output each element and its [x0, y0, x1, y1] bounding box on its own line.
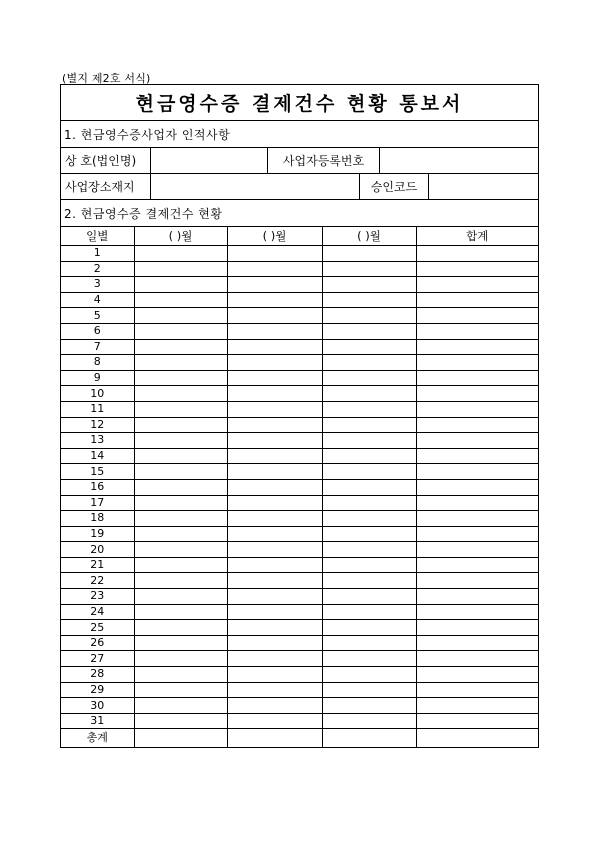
total-cell[interactable] — [416, 417, 538, 433]
month-3-cell[interactable] — [322, 323, 416, 339]
total-cell[interactable] — [416, 713, 538, 729]
month-3-cell[interactable] — [322, 635, 416, 651]
day-label: 26 — [61, 635, 134, 651]
total-cell[interactable] — [416, 370, 538, 386]
month-2-cell[interactable] — [227, 698, 322, 714]
month-1-cell[interactable] — [134, 370, 227, 386]
month-3-cell[interactable] — [322, 557, 416, 573]
month-2-cell[interactable] — [227, 667, 322, 683]
column-header-month-1: ( )월 — [134, 227, 227, 246]
total-cell[interactable] — [416, 620, 538, 636]
table-row — [61, 355, 538, 371]
month-2-cell[interactable] — [227, 479, 322, 495]
month-2-cell[interactable] — [227, 386, 322, 402]
month-3-cell[interactable] — [322, 339, 416, 355]
day-label: 9 — [61, 370, 134, 386]
day-label: 16 — [61, 479, 134, 495]
day-label: 1 — [61, 246, 134, 262]
day-label: 25 — [61, 620, 134, 636]
month-1-cell[interactable] — [134, 698, 227, 714]
month-1-cell[interactable] — [134, 417, 227, 433]
month-1-cell[interactable] — [134, 620, 227, 636]
month-1-cell[interactable] — [134, 511, 227, 527]
month-1-cell[interactable] — [134, 433, 227, 449]
month-1-cell[interactable] — [134, 589, 227, 605]
day-label: 20 — [61, 542, 134, 558]
total-cell[interactable] — [416, 573, 538, 589]
month-2-cell[interactable] — [227, 277, 322, 293]
month-3-cell[interactable] — [322, 417, 416, 433]
total-row — [61, 729, 538, 748]
month-3-cell[interactable] — [322, 495, 416, 511]
month-1-cell[interactable] — [134, 386, 227, 402]
month-1-cell[interactable] — [134, 277, 227, 293]
table-row — [61, 339, 538, 355]
total-cell[interactable] — [416, 464, 538, 480]
month-1-cell[interactable] — [134, 526, 227, 542]
total-cell[interactable] — [416, 355, 538, 371]
count-table — [61, 227, 538, 747]
day-label: 31 — [61, 713, 134, 729]
day-label: 11 — [61, 401, 134, 417]
total-cell[interactable] — [416, 495, 538, 511]
month-1-cell[interactable] — [134, 557, 227, 573]
month-3-cell[interactable] — [322, 479, 416, 495]
month-2-cell[interactable] — [227, 292, 322, 308]
business-name-field[interactable] — [151, 148, 268, 173]
month-1-cell[interactable] — [134, 323, 227, 339]
month-3-cell[interactable] — [322, 261, 416, 277]
approval-code-field[interactable] — [429, 174, 538, 199]
table-row — [61, 526, 538, 542]
address-row — [61, 174, 538, 200]
month-1-cell[interactable] — [134, 308, 227, 324]
month-3-cell[interactable] — [322, 667, 416, 683]
day-label: 5 — [61, 308, 134, 324]
month-2-cell[interactable] — [227, 495, 322, 511]
total-cell[interactable] — [416, 557, 538, 573]
day-label: 30 — [61, 698, 134, 714]
day-label: 17 — [61, 495, 134, 511]
day-label: 28 — [61, 667, 134, 683]
table-row — [61, 635, 538, 651]
table-row — [61, 495, 538, 511]
total-cell[interactable] — [416, 542, 538, 558]
day-label: 22 — [61, 573, 134, 589]
day-label: 12 — [61, 417, 134, 433]
month-1-cell[interactable] — [134, 448, 227, 464]
month-2-cell[interactable] — [227, 417, 322, 433]
month-3-cell[interactable] — [322, 433, 416, 449]
month-2-cell[interactable] — [227, 589, 322, 605]
month-1-cell[interactable] — [134, 667, 227, 683]
month-1-cell[interactable] — [134, 729, 227, 748]
table-row — [61, 698, 538, 714]
column-header-total: 합계 — [416, 227, 538, 246]
table-row — [61, 604, 538, 620]
month-1-cell[interactable] — [134, 401, 227, 417]
table-row — [61, 386, 538, 402]
month-1-cell[interactable] — [134, 479, 227, 495]
table-row — [61, 323, 538, 339]
total-cell[interactable] — [416, 277, 538, 293]
month-2-cell[interactable] — [227, 604, 322, 620]
month-3-cell[interactable] — [322, 604, 416, 620]
month-3-cell[interactable] — [322, 573, 416, 589]
day-label: 6 — [61, 323, 134, 339]
month-3-cell[interactable] — [322, 651, 416, 667]
total-cell[interactable] — [416, 698, 538, 714]
month-3-cell[interactable] — [322, 589, 416, 605]
section1-heading: 1. 현금영수증사업자 인적사항 — [64, 127, 231, 142]
month-2-cell[interactable] — [227, 635, 322, 651]
total-cell[interactable] — [416, 667, 538, 683]
column-header-month-3: ( )월 — [322, 227, 416, 246]
month-2-cell[interactable] — [227, 401, 322, 417]
month-2-cell[interactable] — [227, 261, 322, 277]
total-cell[interactable] — [416, 604, 538, 620]
day-label: 10 — [61, 386, 134, 402]
month-3-cell[interactable] — [322, 370, 416, 386]
month-2-cell[interactable] — [227, 355, 322, 371]
month-3-cell[interactable] — [322, 355, 416, 371]
month-1-cell[interactable] — [134, 355, 227, 371]
month-3-cell[interactable] — [322, 682, 416, 698]
month-2-cell[interactable] — [227, 682, 322, 698]
day-label: 21 — [61, 557, 134, 573]
total-cell[interactable] — [416, 323, 538, 339]
month-2-cell[interactable] — [227, 620, 322, 636]
month-1-cell[interactable] — [134, 573, 227, 589]
table-row — [61, 464, 538, 480]
month-2-cell[interactable] — [227, 542, 322, 558]
day-label: 8 — [61, 355, 134, 371]
table-row — [61, 433, 538, 449]
month-1-cell[interactable] — [134, 464, 227, 480]
address-field[interactable] — [151, 174, 360, 199]
month-2-cell[interactable] — [227, 511, 322, 527]
table-row — [61, 261, 538, 277]
column-header-day: 일별 — [61, 227, 134, 246]
day-label: 3 — [61, 277, 134, 293]
total-cell[interactable] — [416, 339, 538, 355]
table-row — [61, 573, 538, 589]
total-label: 총계 — [61, 729, 134, 748]
month-2-cell[interactable] — [227, 339, 322, 355]
month-3-cell[interactable] — [322, 292, 416, 308]
column-header-month-2: ( )월 — [227, 227, 322, 246]
form-title: 현금영수증 결제건수 현황 통보서 — [135, 93, 464, 115]
month-1-cell[interactable] — [134, 635, 227, 651]
business-name-row — [61, 148, 538, 174]
month-3-cell[interactable] — [322, 246, 416, 262]
day-label: 7 — [61, 339, 134, 355]
table-row — [61, 620, 538, 636]
approval-code-label: 승인코드 — [360, 174, 429, 199]
month-3-cell[interactable] — [322, 464, 416, 480]
day-label: 18 — [61, 511, 134, 527]
day-label: 24 — [61, 604, 134, 620]
month-3-cell[interactable] — [322, 542, 416, 558]
month-3-cell[interactable] — [322, 729, 416, 748]
notice-form — [60, 84, 539, 748]
total-cell[interactable] — [416, 292, 538, 308]
total-cell[interactable] — [416, 479, 538, 495]
month-3-cell[interactable] — [322, 401, 416, 417]
business-name-label: 상 호(법인명) — [61, 148, 151, 173]
day-label: 29 — [61, 682, 134, 698]
total-cell[interactable] — [416, 526, 538, 542]
month-1-cell[interactable] — [134, 604, 227, 620]
table-row — [61, 448, 538, 464]
month-1-cell[interactable] — [134, 713, 227, 729]
registration-number-field[interactable] — [380, 148, 538, 173]
month-1-cell[interactable] — [134, 339, 227, 355]
month-2-cell[interactable] — [227, 651, 322, 667]
month-2-cell[interactable] — [227, 433, 322, 449]
month-2-cell[interactable] — [227, 526, 322, 542]
total-cell[interactable] — [416, 448, 538, 464]
table-row — [61, 557, 538, 573]
table-row — [61, 667, 538, 683]
month-2-cell[interactable] — [227, 573, 322, 589]
month-2-cell[interactable] — [227, 448, 322, 464]
total-cell[interactable] — [416, 401, 538, 417]
table-row — [61, 542, 538, 558]
table-row — [61, 651, 538, 667]
table-row — [61, 589, 538, 605]
month-2-cell[interactable] — [227, 308, 322, 324]
total-cell[interactable] — [416, 386, 538, 402]
day-label: 4 — [61, 292, 134, 308]
total-cell[interactable] — [416, 246, 538, 262]
total-cell[interactable] — [416, 511, 538, 527]
month-3-cell[interactable] — [322, 698, 416, 714]
total-cell[interactable] — [416, 261, 538, 277]
month-1-cell[interactable] — [134, 495, 227, 511]
total-cell[interactable] — [416, 651, 538, 667]
month-2-cell[interactable] — [227, 323, 322, 339]
month-1-cell[interactable] — [134, 651, 227, 667]
day-label: 27 — [61, 651, 134, 667]
month-2-cell[interactable] — [227, 557, 322, 573]
table-row — [61, 511, 538, 527]
month-1-cell[interactable] — [134, 246, 227, 262]
total-cell[interactable] — [416, 682, 538, 698]
table-row — [61, 308, 538, 324]
section1-heading-row — [61, 121, 538, 148]
table-row — [61, 401, 538, 417]
month-3-cell[interactable] — [322, 308, 416, 324]
total-cell[interactable] — [416, 589, 538, 605]
count-table-row — [61, 227, 538, 747]
day-label: 19 — [61, 526, 134, 542]
table-row — [61, 246, 538, 262]
day-label: 2 — [61, 261, 134, 277]
table-row — [61, 682, 538, 698]
month-1-cell[interactable] — [134, 542, 227, 558]
registration-number-label: 사업자등록번호 — [268, 148, 380, 173]
day-label: 23 — [61, 589, 134, 605]
table-row — [61, 277, 538, 293]
month-3-cell[interactable] — [322, 448, 416, 464]
day-label: 14 — [61, 448, 134, 464]
form-number-label: (별지 제2호 서식) — [62, 72, 151, 85]
table-row — [61, 292, 538, 308]
total-cell[interactable] — [416, 729, 538, 748]
day-label: 13 — [61, 433, 134, 449]
table-header-row — [61, 227, 538, 246]
month-2-cell[interactable] — [227, 713, 322, 729]
address-label: 사업장소재지 — [61, 174, 151, 199]
month-3-cell[interactable] — [322, 511, 416, 527]
total-cell[interactable] — [416, 308, 538, 324]
month-3-cell[interactable] — [322, 386, 416, 402]
section2-heading-row — [61, 200, 538, 227]
month-1-cell[interactable] — [134, 682, 227, 698]
month-1-cell[interactable] — [134, 292, 227, 308]
month-1-cell[interactable] — [134, 261, 227, 277]
table-row — [61, 479, 538, 495]
table-row — [61, 370, 538, 386]
month-2-cell[interactable] — [227, 370, 322, 386]
month-2-cell[interactable] — [227, 246, 322, 262]
total-cell[interactable] — [416, 635, 538, 651]
table-row — [61, 713, 538, 729]
month-3-cell[interactable] — [322, 277, 416, 293]
month-2-cell[interactable] — [227, 464, 322, 480]
title-row — [61, 85, 538, 121]
month-3-cell[interactable] — [322, 620, 416, 636]
table-row — [61, 417, 538, 433]
month-3-cell[interactable] — [322, 526, 416, 542]
day-label: 15 — [61, 464, 134, 480]
section2-heading: 2. 현금영수증 결제건수 현황 — [64, 206, 223, 221]
month-3-cell[interactable] — [322, 713, 416, 729]
month-2-cell[interactable] — [227, 729, 322, 748]
total-cell[interactable] — [416, 433, 538, 449]
